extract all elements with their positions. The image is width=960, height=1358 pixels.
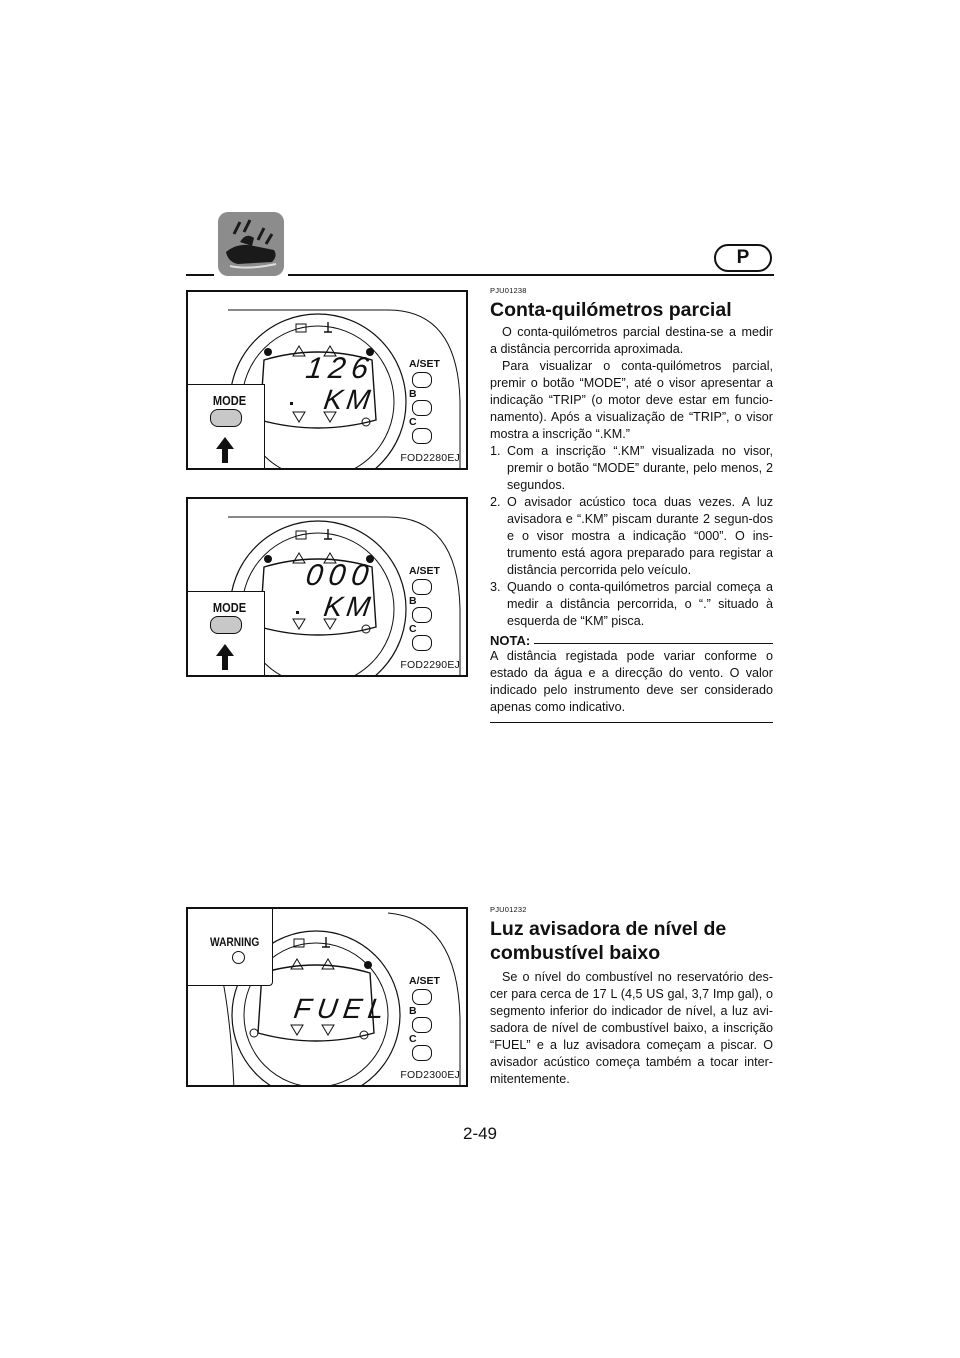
step-number: 3. [490,580,501,594]
section-title-line2: combustível baixo [490,942,661,964]
button-a-set[interactable] [412,372,432,388]
section-title: Conta-quilómetros parcial [490,299,732,321]
button-c[interactable] [412,1045,432,1061]
section-trip-meter [490,286,773,723]
note-heading [490,633,773,648]
button-c[interactable] [412,635,432,651]
figure-trip-meter [186,290,468,470]
step-text: Quando o conta-quilómetros parcial começa a medir a distância percorrida, o “.” situado à esquerda de “KM” pisca. [507,580,773,628]
button-a-set-label: A/SET [409,565,440,577]
mode-label: MODE [212,393,247,408]
lcd-bottom-unit: KM [321,384,377,415]
lcd-dot [290,402,293,405]
figure-code: FOD2300EJ [400,1069,460,1081]
arrow-up-icon [216,644,234,670]
lcd-bottom-unit: KM [321,591,377,622]
section-fuel-warning [490,905,773,1088]
list-item [490,494,773,579]
button-b-label: B [409,388,417,400]
button-a-set[interactable] [412,579,432,595]
language-badge: P [714,244,772,272]
list-item [490,579,773,630]
mode-panel [188,591,265,677]
button-c-label: C [409,416,417,428]
warning-label: WARNING [210,935,260,949]
warning-light [232,951,245,964]
page-number: 2-49 [462,1124,498,1143]
lcd-top-digits: 126 [303,352,377,385]
button-a-set[interactable] [412,989,432,1005]
step-number: 1. [490,444,501,458]
paragraph: O conta-quilómetros parcial destina-se a medir a distância percorrida aproximada. [490,325,773,356]
step-number: 2. [490,495,501,509]
section-code: PJU01232 [490,905,527,914]
paragraph: Se o nível do combustível no reservatório des-cer para cerca de 17 L (4,5 US gal, 3,7 Imp gal), o segmento inferior do indicador de nível, a luz avi-sadora de nível de combustível baixo, a inscrição “FUEL” e a luz avisadora começam a piscar. O avisador acústico começa também a tocar inter-mitentemente. [490,970,773,1086]
figure-code: FOD2290EJ [400,659,460,671]
button-b[interactable] [412,607,432,623]
lcd-top-digits: 000 [303,559,377,592]
paragraph: Para visualizar o conta-quilómetros parcial, premir o botão “MODE”, até o visor apresentar a indicação “TRIP” (o motor deve estar em funcio-namento). Após a visualização de “TRIP”, o visor mostra a inscrição “.KM.” [490,359,773,441]
figure-trip-reset [186,497,468,677]
button-c-label: C [409,623,417,635]
jet-ski-icon [218,212,284,276]
note-label: NOTA: [490,633,531,648]
list-item [490,443,773,494]
button-b-label: B [409,1005,417,1017]
mode-panel [188,384,265,470]
figure-code: FOD2280EJ [400,452,460,464]
mode-button[interactable] [210,616,242,634]
button-b-label: B [409,595,417,607]
arrow-up-icon [216,437,234,463]
step-text: Com a inscrição “.KM” visualizada no visor, premir o botão “MODE” durante, pelo menos, 2 segundos. [507,444,773,492]
button-b[interactable] [412,400,432,416]
note-end-rule [490,722,773,723]
lcd-fuel-text: FUEL [291,993,392,1024]
section-title-line1: Luz avisadora de nível de [490,918,727,940]
warning-panel [188,909,273,986]
button-c-label: C [409,1033,417,1045]
step-text: O avisador acústico toca duas vezes. A luz avisadora e “.KM” piscam durante 2 segun-dos e o visor mostra a indicação “000”. O ins-trumento está agora preparado para registar a distância percorrida pelo veículo. [507,495,773,577]
button-a-set-label: A/SET [409,975,440,987]
button-a-set-label: A/SET [409,358,440,370]
note-text: A distância registada pode variar conforme o estado da água e a direcção do vento. O valor indicado pelo instrumento deve ser considerado apenas como indicativo. [490,649,773,714]
button-c[interactable] [412,428,432,444]
figure-fuel-warning [186,907,468,1087]
header-rule [288,274,774,276]
mode-label: MODE [212,600,247,615]
section-code: PJU01238 [490,286,527,295]
button-b[interactable] [412,1017,432,1033]
lcd-dot [296,611,299,614]
header-rule-left [186,274,214,276]
mode-button[interactable] [210,409,242,427]
steps-list [490,443,773,630]
